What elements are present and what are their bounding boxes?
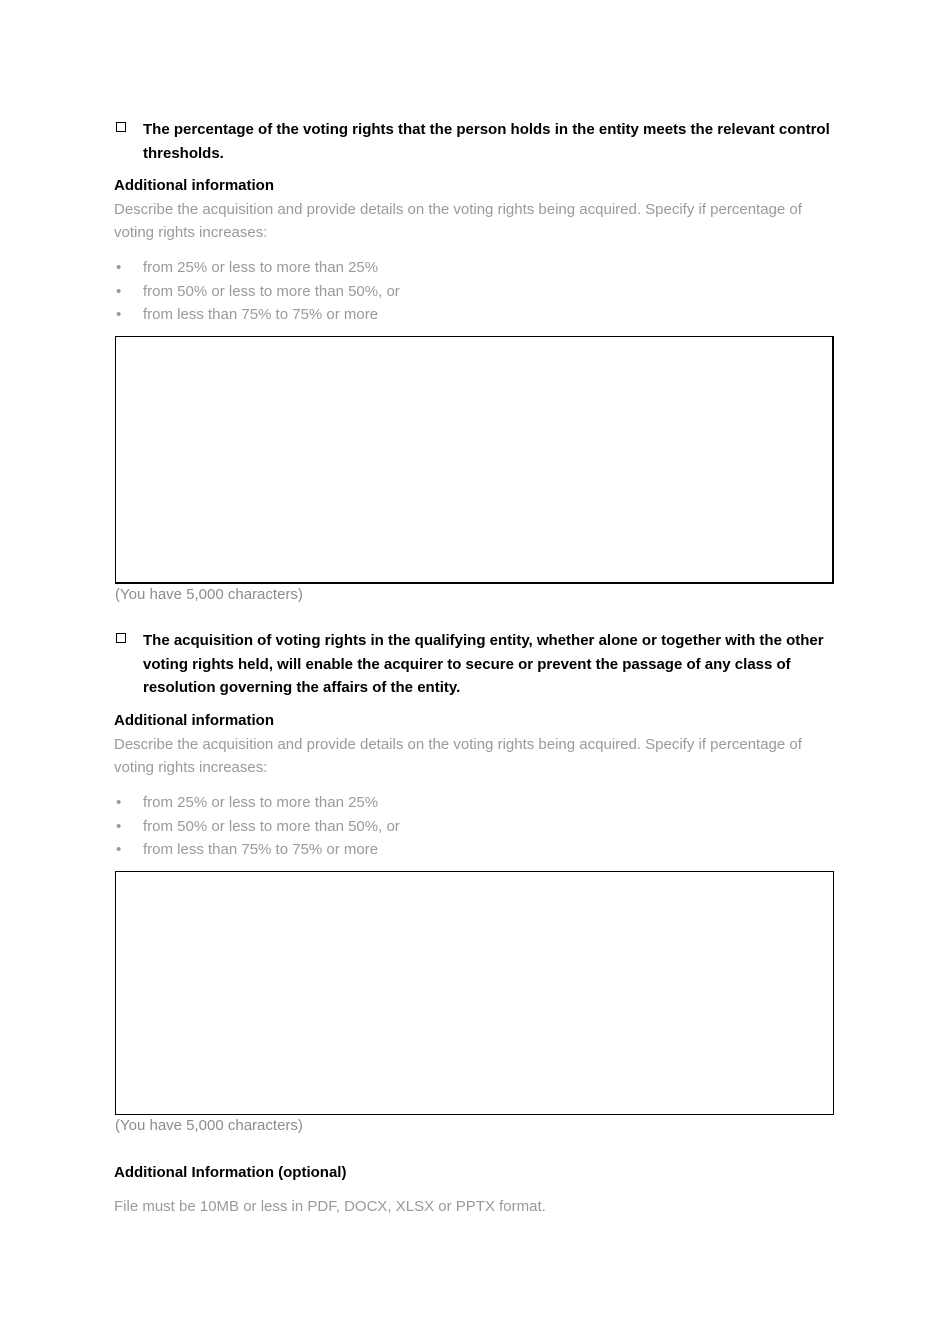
question-2-checkbox[interactable] [116,633,126,643]
bullet-icon: • [116,794,122,811]
question-1-description: Describe the acquisition and provide details on the voting rights being acquired. Specify if percentage of voting rights increases: [114,201,802,241]
bullet-icon: • [116,817,122,835]
question-1-char-count: (You have 5,000 characters) [115,586,303,603]
file-requirements-note: File must be 10MB or less in PDF, DOCX, XLSX or PPTX format. [114,1198,546,1215]
list-item: • from 50% or less to more than 50%, or [114,815,400,839]
question-1-textarea[interactable] [115,336,834,584]
question-1-additional-info-heading: Additional information [114,177,274,194]
bullet-icon: • [116,841,122,858]
bullet-icon: • [116,306,122,323]
bullet-icon: • [116,282,122,300]
bullet-icon: • [116,259,122,276]
question-2-bullet-list [114,791,400,862]
list-item: • from 25% or less to more than 25% [114,256,400,280]
question-1-bullet-list [114,256,400,327]
list-item: • from 25% or less to more than 25% [114,791,400,815]
list-item: • from 50% or less to more than 50%, or [114,280,400,304]
list-item: • from less than 75% to 75% or more [114,303,400,327]
question-2-description: Describe the acquisition and provide details on the voting rights being acquired. Specify if percentage of voting rights increases: [114,736,802,776]
optional-info-heading: Additional Information (optional) [114,1164,347,1181]
question-1-label[interactable]: The percentage of the voting rights that the person holds in the entity meets the relevant control thresholds. [143,121,830,162]
question-2-char-count: (You have 5,000 characters) [115,1117,303,1134]
question-2-textarea[interactable] [115,871,834,1115]
question-2-additional-info-heading: Additional information [114,712,274,729]
list-item: • from less than 75% to 75% or more [114,838,400,862]
question-1-checkbox[interactable] [116,122,126,132]
question-2-label[interactable]: The acquisition of voting rights in the qualifying entity, whether alone or together with the other voting rights held, will enable the acquirer to secure or prevent the passage of any class of resolution governing the affairs of the entity. [143,632,824,696]
